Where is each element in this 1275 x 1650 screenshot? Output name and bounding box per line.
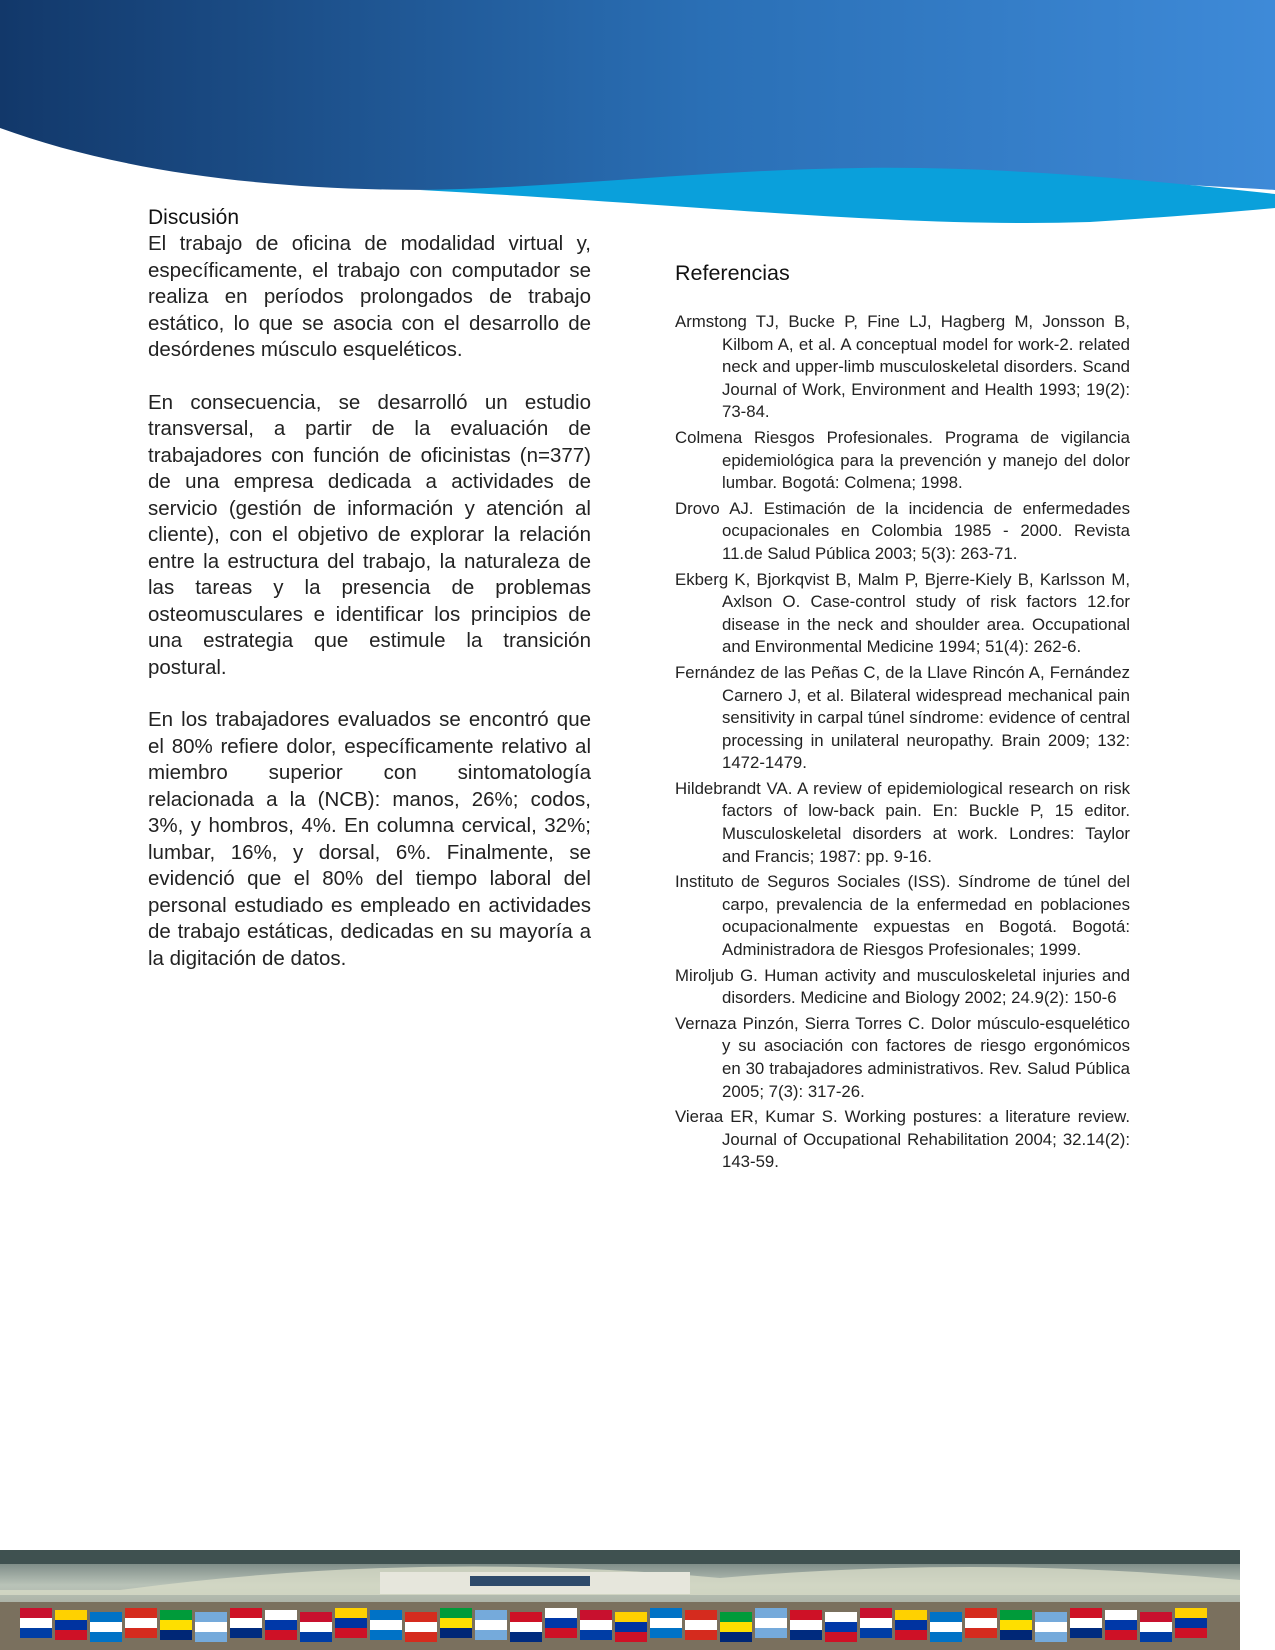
reference-item: Instituto de Seguros Sociales (ISS). Síndrome de túnel del carpo, prevalencia de la enfermedad en poblaciones ocupacionalmente expuestas en Bogotá. Bogotá: Administradora de Riesgos Profesionales; 1999. xyxy=(675,872,1130,960)
reference-item: Ekberg K, Bjorkqvist B, Malm P, Bjerre-Kiely B, Karlsson M, Axlson O. Case-control study of risk factors 12.for disease in the neck and shoulder area. Occupational and Environmental Medicine 1994; 51(4): 262-6. xyxy=(675,569,1130,657)
flag-shape xyxy=(440,1608,472,1638)
flag-shape xyxy=(90,1612,122,1642)
reference-item: Armstong TJ, Bucke P, Fine LJ, Hagberg M, Jonsson B, Kilbom A, et al. A conceptual model for work-2. related neck and upper-limb musculoskeletal disorders. Scand Journal of Work, Environment and Health 1993; 19(2): 73-84. xyxy=(675,312,1130,422)
flag-shape xyxy=(685,1610,717,1640)
reference-item: Miroljub G. Human activity and musculoskeletal injuries and disorders. Medicine and Biology 2002; 24.9(2): 150-6 xyxy=(675,965,1130,1008)
flag-shape xyxy=(335,1608,367,1638)
flag-shape xyxy=(475,1610,507,1640)
reference-item: Hildebrandt VA. A review of epidemiological research on risk factors of low-back pain. En: Buckle P, 15 editor. Musculoskeletal disorders at work. Londres: Taylor and Francis; 1987: pp. 9-16. xyxy=(675,778,1130,866)
flag-shape xyxy=(1175,1608,1207,1638)
discussion-paragraph: En los trabajadores evaluados se encontró que el 80% refiere dolor, específicamente relativo al miembro superior con sintomatología relacionada a la (NCB): manos, 26%; codos, 3%, y hombros, 4%. En columna cervical, 32%; lumbar, 16%, y dorsal, 6%. Finalmente, se evidenció que el 80% del tiempo laboral del personal estudiado es empleado en actividades de trabajo estáticas, dedicadas en su mayoría a la digitación de datos. xyxy=(148,708,591,970)
flag-shape xyxy=(860,1608,892,1638)
reference-item: Fernández de las Peñas C, de la Llave Rincón A, Fernández Carnero J, et al. Bilateral widespread mechanical pain sensitivity in carpal túnel síndrome: evidence of central processing in unilateral neuropathy. Brain 2009; 132: 1472-1479. xyxy=(675,662,1130,773)
flag-shape xyxy=(930,1612,962,1642)
flag-shape xyxy=(405,1612,437,1642)
discussion-section xyxy=(148,205,591,998)
reference-item: Colmena Riesgos Profesionales. Programa de vigilancia epidemiológica para la prevención y manejo del dolor lumbar. Bogotá: Colmena; 1998. xyxy=(675,427,1130,493)
flag-shape xyxy=(1105,1610,1137,1640)
flag-shape xyxy=(825,1612,857,1642)
flag-shape xyxy=(545,1608,577,1638)
flag-shape xyxy=(20,1608,52,1638)
footer-flags-photo xyxy=(0,1550,1240,1650)
discussion-paragraph: El trabajo de oficina de modalidad virtual y, específicamente, el trabajo con computador se realiza en períodos prolongados de trabajo estático, lo que se asocia con el desarrollo de desórdenes músculo esqueléticos. xyxy=(148,232,591,361)
discussion-paragraph: En consecuencia, se desarrolló un estudio transversal, a partir de la evaluación de trabajadores con función de oficinistas (n=377) de una empresa dedicada a actividades de servicio (gestión de información y atención al cliente), con el objetivo de explorar la relación entre la estructura del trabajo, la naturaleza de las tareas y la presencia de problemas osteomusculares e identificar los principios de una estrategia que estimule la transición postural. xyxy=(148,390,591,679)
flag-shape xyxy=(160,1610,192,1640)
flag-shape xyxy=(230,1608,262,1638)
flag-shape xyxy=(1070,1608,1102,1638)
reference-item: Vieraa ER, Kumar S. Working postures: a literature review. Journal of Occupational Rehabilitation 2004; 32.14(2): 143-59. xyxy=(675,1107,1130,1172)
references-section xyxy=(675,258,1130,1177)
flag-shape xyxy=(1035,1612,1067,1642)
flag-shape xyxy=(615,1612,647,1642)
reference-item: Drovo AJ. Estimación de la incidencia de enfermedades ocupacionales en Colombia 1985 - 2000. Revista 11.de Salud Pública 2003; 5(3): 263-71. xyxy=(675,498,1130,563)
discussion-title: Discusión xyxy=(148,206,240,229)
references-title: Referencias xyxy=(675,261,790,285)
flag-shape xyxy=(195,1612,227,1642)
flag-shape xyxy=(755,1608,787,1638)
flag-shape xyxy=(650,1608,682,1638)
flag-shape xyxy=(895,1610,927,1640)
flag-shape xyxy=(720,1612,752,1642)
flag-shape xyxy=(790,1610,822,1640)
header-wave-banner xyxy=(0,0,1275,230)
flag-shape xyxy=(265,1610,297,1640)
flag-shape xyxy=(370,1610,402,1640)
reference-item: Vernaza Pinzón, Sierra Torres C. Dolor músculo-esquelético y su asociación con factores de riesgo ergonómicos en 30 trabajadores administrativos. Rev. Salud Pública 2005; 7(3): 317-26. xyxy=(675,1013,1130,1101)
flag-shape xyxy=(300,1612,332,1642)
flag-shape xyxy=(510,1612,542,1642)
flag-shape xyxy=(580,1610,612,1640)
flag-shape xyxy=(1000,1610,1032,1640)
flag-shape xyxy=(125,1608,157,1638)
flag-shape xyxy=(1140,1612,1172,1642)
flag-shape xyxy=(965,1608,997,1638)
flag-shape xyxy=(55,1610,87,1640)
